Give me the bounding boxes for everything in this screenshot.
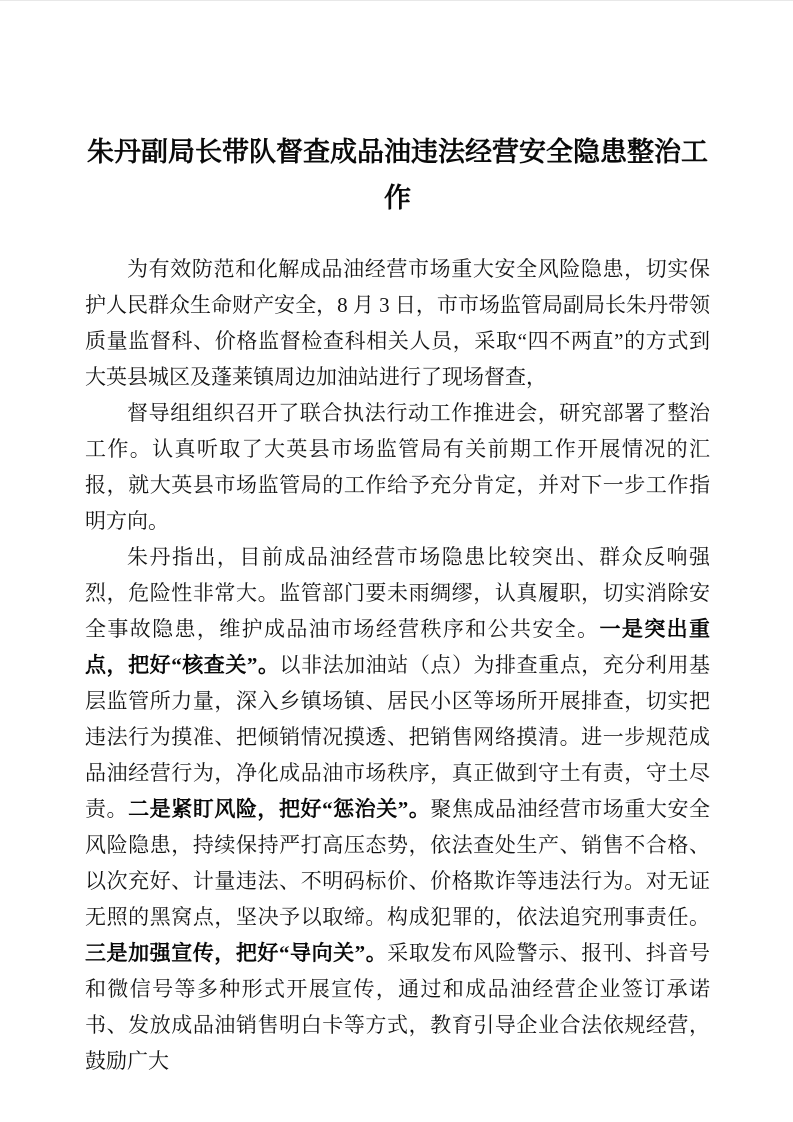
emphasis-text: 一是突出重点，把好“核查关”。 — [85, 617, 711, 677]
paragraph-requirements — [85, 539, 710, 1079]
body-text: 为有效防范和化解成品油经营市场重大安全风险隐患，切实保护人民群众生命财产安全，8 月 3 日，市市场监管局副局长朱丹带领质量监督科、价格监督检查科相关人员，采取“四不两直”的方式到大英县城区及蓬莱镇周边加油站进行了现场督查， — [85, 257, 710, 389]
body-text: 朱丹指出，目前成品油经营市场隐患比较突出、群众反响强烈，危险性非常大。监管部门要未雨绸缪，认真履职，切实消除安全事故隐患，维护成品油市场经营秩序和公共安全。 — [85, 545, 710, 641]
document-title: 朱丹副局长带队督查成品油违法经营安全隐患整治工作 — [87, 137, 708, 213]
body-text: 以非法加油站（点）为排查重点，充分利用基层监管所力量，深入乡镇场镇、居民小区等场所开展排查，切实把违法行为摸准、把倾销情况摸透、把销售网络摸清。进一步规范成品油经营行为，净化成品油市场秩序，真正做到守土有责，守土尽责。 — [85, 653, 711, 821]
body-text: 督导组组织召开了联合执法行动工作推进会，研究部署了整治工作。认真听取了大英县市场监管局有关前期工作开展情况的汇报，就大英县市场监管局的工作给予充分肯定，并对下一步工作指明方向。 — [85, 401, 710, 533]
document-body — [0, 1, 793, 1079]
emphasis-text: 三是加强宣传，把好“导向关”。 — [85, 941, 388, 965]
body-text: 采取发布风险警示、报刊、抖音号和微信号等多种形式开展宣传，通过和成品油经营企业签订承诺书、发放成品油销售明白卡等方式，教育引导企业合法依规经营，鼓励广大 — [85, 941, 711, 1073]
emphasis-text: 二是紧盯风险，把好“惩治关”。 — [128, 797, 431, 821]
paragraph-meeting — [85, 395, 710, 539]
paragraph-intro — [85, 251, 710, 395]
body-text: 聚焦成品油经营市场重大安全风险隐患，持续保持严打高压态势，依法查处生产、销售不合格、以次充好、计量违法、不明码标价、价格欺诈等违法行为。对无证无照的黑窝点，坚决予以取缔。构成犯罪的，依法追究刑事责任。 — [85, 797, 711, 929]
